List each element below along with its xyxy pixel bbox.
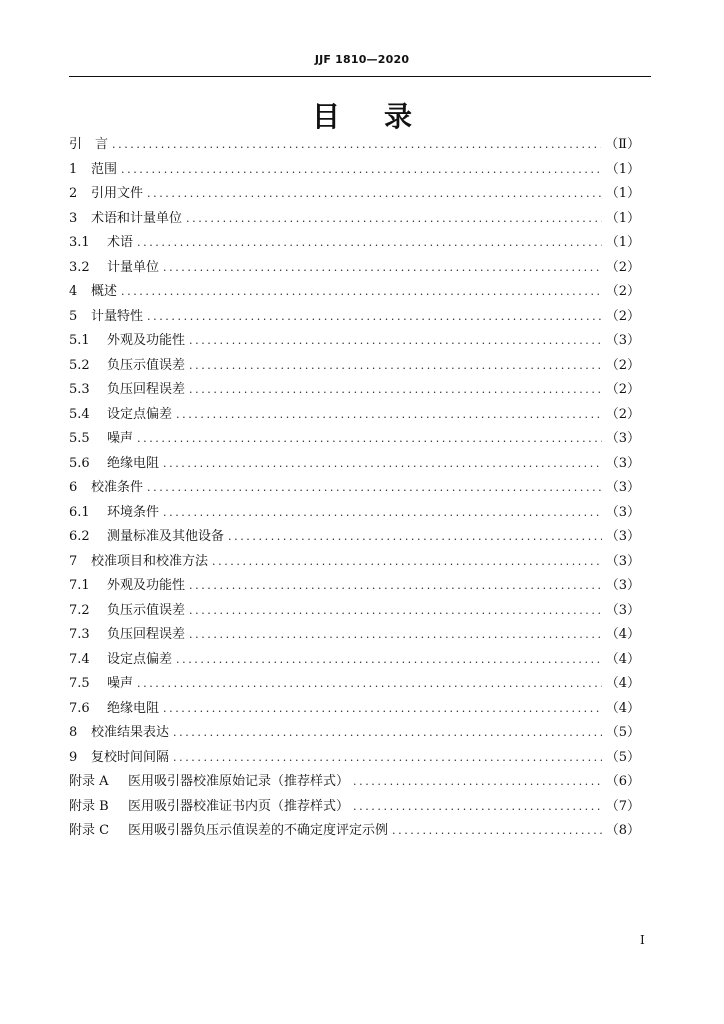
toc-page: （2） xyxy=(605,357,640,373)
toc-page: （1） xyxy=(605,235,640,250)
toc-entry[interactable] xyxy=(69,525,640,550)
title-char-2: 录 xyxy=(384,100,413,133)
toc-number: 1 xyxy=(69,161,78,177)
toc-number: 附录 B xyxy=(69,798,109,814)
toc-entry[interactable] xyxy=(69,305,640,330)
toc-label: 术语 xyxy=(107,235,134,250)
toc-entry[interactable] xyxy=(69,182,640,207)
toc-number: 7.1 xyxy=(69,578,90,593)
toc-page: （3） xyxy=(605,455,640,471)
toc-entry-appendix[interactable] xyxy=(69,819,640,844)
toc-number: 5.6 xyxy=(69,455,90,471)
toc-page: （2） xyxy=(605,406,640,422)
title-char-1: 目 xyxy=(311,100,340,133)
toc-entry[interactable] xyxy=(69,599,640,624)
toc-page: （3） xyxy=(605,529,640,544)
toc-label: 医用吸引器负压示值误差的不确定度评定示例 xyxy=(128,823,389,838)
toc-number: 7.2 xyxy=(69,602,90,618)
toc-number: 附录 A xyxy=(69,774,109,789)
toc-page: （1） xyxy=(605,186,640,201)
toc-entry-appendix[interactable] xyxy=(69,770,640,795)
toc-label: 外观及功能性 xyxy=(107,578,186,593)
toc-number: 7.3 xyxy=(69,627,90,642)
toc-entry[interactable] xyxy=(69,256,640,281)
toc-number: 8 xyxy=(69,725,78,740)
toc-entry[interactable] xyxy=(69,697,640,722)
toc-entry[interactable] xyxy=(69,378,640,403)
toc-number: 6 xyxy=(69,480,78,495)
page-title xyxy=(0,95,724,135)
toc-label: 校准结果表达 xyxy=(91,725,170,740)
toc-label: 医用吸引器校准证书内页（推荐样式） xyxy=(128,798,350,814)
toc-entry[interactable] xyxy=(69,623,640,648)
toc-entry[interactable] xyxy=(69,231,640,256)
toc-label: 负压示值误差 xyxy=(107,357,186,373)
toc-label: 负压示值误差 xyxy=(107,602,186,618)
document-header: JJF 1810—2020 xyxy=(314,53,410,66)
toc-page: （2） xyxy=(605,382,640,397)
toc-entry[interactable] xyxy=(69,574,640,599)
toc-number: 附录 C xyxy=(69,823,110,838)
toc-label: 范围 xyxy=(91,161,118,177)
toc-entry[interactable] xyxy=(69,746,640,771)
toc-number: 9 xyxy=(69,749,78,765)
toc-number: 6.1 xyxy=(69,504,90,520)
toc-page: （3） xyxy=(605,480,640,495)
toc-label: 校准项目和校准方法 xyxy=(91,553,209,569)
toc-label: 计量特性 xyxy=(91,308,144,324)
toc-label: 负压回程误差 xyxy=(107,627,186,642)
toc-page: （5） xyxy=(605,725,640,740)
toc-page: （8） xyxy=(605,823,640,838)
toc-label: 设定点偏差 xyxy=(107,406,173,422)
toc-page: （2） xyxy=(605,284,640,299)
toc-number: 4 xyxy=(69,284,78,299)
toc-label: 复校时间间隔 xyxy=(91,749,170,765)
toc-number: 3.1 xyxy=(69,235,90,250)
toc-entry[interactable] xyxy=(69,427,640,452)
toc-label: 引用文件 xyxy=(91,186,144,201)
toc-label: 噪声 xyxy=(107,676,134,691)
toc-page: （3） xyxy=(605,578,640,593)
toc-page: （4） xyxy=(605,676,640,691)
toc-number: 5.4 xyxy=(69,406,90,422)
toc-number: 7.4 xyxy=(69,651,90,667)
table-of-contents xyxy=(69,133,640,844)
toc-number: 2 xyxy=(69,186,78,201)
header-rule xyxy=(69,76,651,77)
toc-number: 5.1 xyxy=(69,333,90,348)
toc-label: 概述 xyxy=(91,284,118,299)
toc-number: 6.2 xyxy=(69,529,90,544)
toc-page: （Ⅱ） xyxy=(605,137,640,152)
toc-page: （3） xyxy=(605,431,640,446)
toc-page: （3） xyxy=(605,553,640,569)
toc-label: 负压回程误差 xyxy=(107,382,186,397)
toc-page: （7） xyxy=(605,798,640,814)
toc-number: 5.3 xyxy=(69,382,90,397)
toc-label: 校准条件 xyxy=(91,480,144,495)
toc-page: （4） xyxy=(605,651,640,667)
toc-number: 5.2 xyxy=(69,357,90,373)
toc-entry[interactable] xyxy=(69,158,640,183)
toc-entry[interactable] xyxy=(69,207,640,232)
toc-label: 噪声 xyxy=(107,431,134,446)
page-number: I xyxy=(640,933,645,947)
toc-label: 计量单位 xyxy=(107,259,160,275)
toc-number: 5.5 xyxy=(69,431,90,446)
toc-number: 7.6 xyxy=(69,700,90,716)
toc-entry[interactable] xyxy=(69,280,640,305)
toc-label: 医用吸引器校准原始记录（推荐样式） xyxy=(128,774,350,789)
toc-page: （5） xyxy=(605,749,640,765)
toc-entry[interactable] xyxy=(69,648,640,673)
toc-entry[interactable] xyxy=(69,721,640,746)
toc-number: 3 xyxy=(69,210,78,226)
toc-label: 绝缘电阻 xyxy=(107,700,160,716)
toc-page: （1） xyxy=(605,161,640,177)
toc-page: （2） xyxy=(605,308,640,324)
toc-label: 设定点偏差 xyxy=(107,651,173,667)
toc-label: 外观及功能性 xyxy=(107,333,186,348)
toc-number: 引 言 xyxy=(69,137,109,152)
toc-entry[interactable] xyxy=(69,550,640,575)
toc-page: （3） xyxy=(605,333,640,348)
toc-page: （2） xyxy=(605,259,640,275)
toc-entry[interactable] xyxy=(69,476,640,501)
toc-entry[interactable] xyxy=(69,672,640,697)
toc-page: （1） xyxy=(605,210,640,226)
toc-number: 7.5 xyxy=(69,676,90,691)
toc-page: （3） xyxy=(605,602,640,618)
toc-page: （4） xyxy=(605,700,640,716)
toc-entry[interactable] xyxy=(69,501,640,526)
toc-label: 环境条件 xyxy=(107,504,160,520)
toc-page: （6） xyxy=(605,774,640,789)
toc-label: 术语和计量单位 xyxy=(91,210,183,226)
toc-entry[interactable] xyxy=(69,452,640,477)
toc-entry[interactable] xyxy=(69,354,640,379)
toc-number: 3.2 xyxy=(69,259,90,275)
toc-entry[interactable] xyxy=(69,329,640,354)
toc-page: （4） xyxy=(605,627,640,642)
toc-number: 5 xyxy=(69,308,78,324)
toc-number: 7 xyxy=(69,553,78,569)
toc-entry-preface[interactable] xyxy=(69,133,640,158)
toc-label: 绝缘电阻 xyxy=(107,455,160,471)
toc-label: 测量标准及其他设备 xyxy=(107,529,225,544)
toc-entry-appendix[interactable] xyxy=(69,795,640,820)
toc-page: （3） xyxy=(605,504,640,520)
toc-entry[interactable] xyxy=(69,403,640,428)
